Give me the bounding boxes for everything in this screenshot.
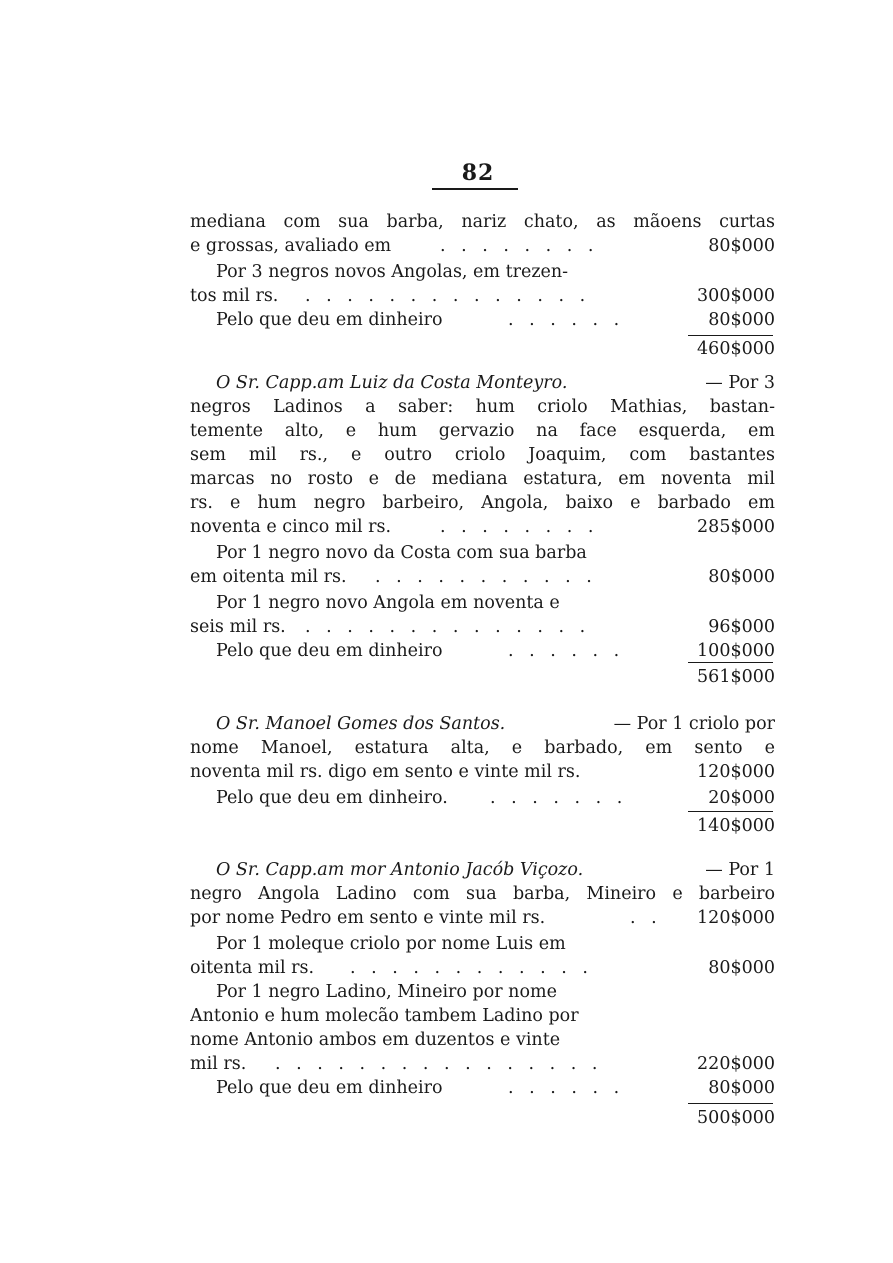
text-line: tos mil rs. . . . . . . . . . . . . . . 300$000 — [190, 286, 775, 306]
text-line: mil rs. . . . . . . . . . . . . . . . . 220$000 — [190, 1054, 775, 1074]
amount: 285$000 — [697, 517, 775, 537]
text-line: Por 1 negro novo Angola em noventa e — [216, 593, 560, 613]
amount: 300$000 — [697, 286, 775, 306]
text-line: Pelo que deu em dinheiro. . . . . . . . 20$000 — [216, 788, 775, 808]
amount: 220$000 — [697, 1054, 775, 1074]
text-line: por nome Pedro em sento e vinte mil rs. . . 120$000 — [190, 908, 775, 928]
entry-name: O Sr. Manoel Gomes dos Santos. — [216, 714, 506, 734]
text-line: O Sr. Capp.am Luiz da Costa Monteyro. — Por 3 — [216, 373, 775, 393]
amount: 96$000 — [708, 617, 775, 637]
text-line: Por 1 negro Ladino, Mineiro por nome — [216, 982, 557, 1002]
text-line: Pelo que deu em dinheiro . . . . . . 100$000 — [216, 641, 775, 661]
text-line: negros Ladinos a saber: hum criolo Mathias, bastan- — [190, 397, 775, 417]
text-line: mediana com sua barba, nariz chato, as mãoens curtas — [190, 212, 775, 232]
amount: 80$000 — [708, 958, 775, 978]
total-amount: 460$000 — [697, 339, 775, 359]
text-line: rs. e hum negro barbeiro, Angola, baixo e barbado em — [190, 493, 775, 513]
amount: 80$000 — [708, 236, 775, 256]
text-line: seis mil rs. . . . . . . . . . . . . . . 96$000 — [190, 617, 775, 637]
text-line: nome Antonio ambos em duzentos e vinte — [190, 1030, 561, 1050]
text-line: Pelo que deu em dinheiro . . . . . . 80$000 — [216, 1078, 775, 1098]
text-line: Por 1 negro novo da Costa com sua barba — [216, 543, 587, 563]
text-line: nome Manoel, estatura alta, e barbado, em sento e — [190, 738, 775, 758]
text-line: noventa e cinco mil rs. . . . . . . . . 285$000 — [190, 517, 775, 537]
entry-name: O Sr. Capp.am Luiz da Costa Monteyro. — [216, 373, 568, 393]
total-amount: 500$000 — [697, 1108, 775, 1128]
text-line: e grossas, avaliado em . . . . . . . . 80$000 — [190, 236, 775, 256]
amount: 120$000 — [697, 762, 775, 782]
sum-rule — [688, 335, 773, 336]
page-number: 82 — [461, 160, 495, 186]
page-number-rule — [432, 188, 518, 190]
text-line: marcas no rosto e de mediana estatura, em noventa mil — [190, 469, 775, 489]
text-line: O Sr. Capp.am mor Antonio Jacób Viçozo. — Por 1 — [216, 860, 775, 880]
text-line: noventa mil rs. digo em sento e vinte mil rs. 120$000 — [190, 762, 775, 782]
text-line: Pelo que deu em dinheiro . . . . . . 80$000 — [216, 310, 775, 330]
text-line: em oitenta mil rs. . . . . . . . . . . . 80$000 — [190, 567, 775, 587]
amount: 120$000 — [697, 908, 775, 928]
amount: 80$000 — [708, 1078, 775, 1098]
entry-name: O Sr. Capp.am mor Antonio Jacób Viçozo. — [216, 860, 584, 880]
text-line: Antonio e hum molecão tambem Ladino por — [190, 1006, 579, 1026]
amount: 80$000 — [708, 567, 775, 587]
text-line: sem mil rs., e outro criolo Joaquim, com bastantes — [190, 445, 775, 465]
text-line: Por 1 moleque criolo por nome Luis em — [216, 934, 566, 954]
total-amount: 561$000 — [697, 667, 775, 687]
text-line: temente alto, e hum gervazio na face esquerda, em — [190, 421, 775, 441]
text-line: Por 3 negros novos Angolas, em trezen- — [216, 262, 569, 282]
amount: 100$000 — [697, 641, 775, 661]
sum-rule — [688, 1103, 773, 1104]
total-amount: 140$000 — [697, 816, 775, 836]
amount: 80$000 — [708, 310, 775, 330]
sum-rule — [688, 811, 773, 812]
text-line: O Sr. Manoel Gomes dos Santos. — Por 1 criolo por — [216, 714, 775, 734]
sum-rule — [688, 662, 773, 663]
text-line: oitenta mil rs. . . . . . . . . . . . . 80$000 — [190, 958, 775, 978]
text-line: negro Angola Ladino com sua barba, Mineiro e barbeiro — [190, 884, 775, 904]
amount: 20$000 — [708, 788, 775, 808]
